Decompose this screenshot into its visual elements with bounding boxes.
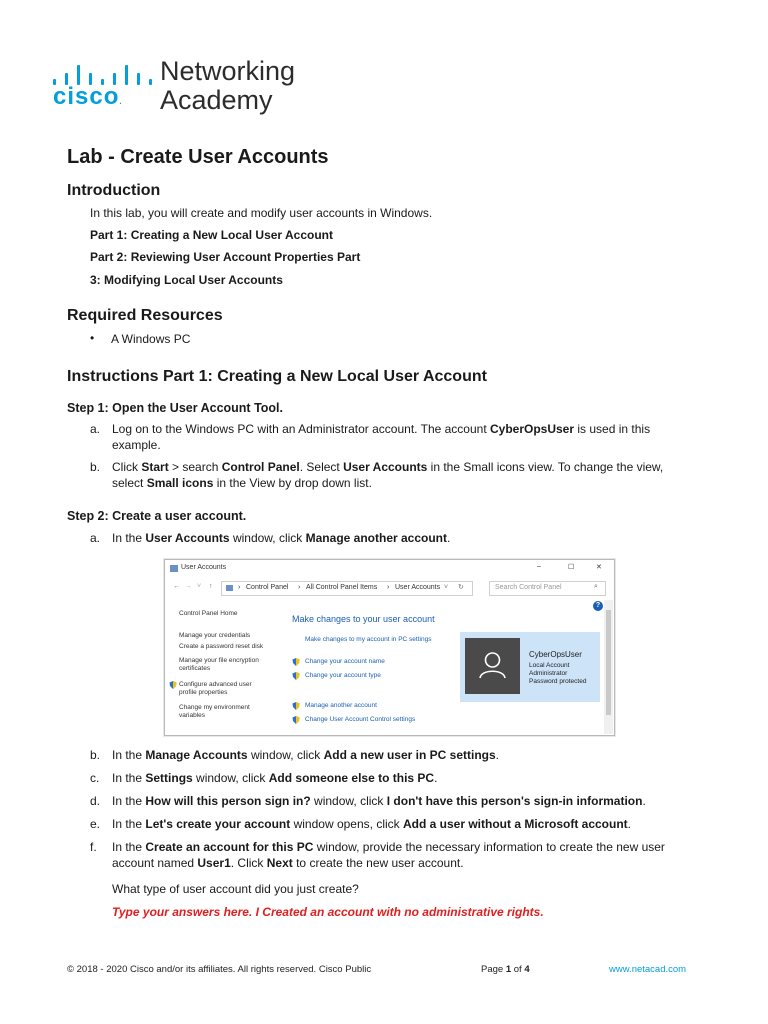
question-text: What type of user account did you just create? [112, 882, 359, 896]
link-uac-settings[interactable]: Change User Account Control settings [305, 716, 416, 723]
uac-shield-icon [169, 681, 177, 689]
uac-shield-icon [292, 672, 300, 680]
account-type-local: Local Account [529, 662, 570, 669]
part3-line: 3: Modifying Local User Accounts [90, 273, 283, 287]
address-bar[interactable] [221, 581, 473, 596]
maximize-button[interactable]: ☐ [568, 564, 575, 571]
account-role: Administrator [529, 670, 568, 677]
cisco-wordmark: cisco. [53, 83, 123, 110]
step2-e-text: In the Let's create your account window opens, click Add a user without a Microsoft account. [112, 817, 632, 831]
user-accounts-icon [170, 565, 178, 572]
side-advanced-profile[interactable]: Configure advanced user profile properties [179, 681, 252, 696]
step1-b-text: Click Start > search Control Panel. Select User Accounts in the Small icons view. To change the view, select Small icons in the View by drop down list. [112, 460, 664, 490]
window-titlebar [165, 560, 614, 578]
step1-a-label: a. [90, 422, 101, 436]
cisco-networking-academy-logo [52, 57, 312, 119]
answer-text: Type your answers here. I Created an account with no administrative rights. [112, 905, 544, 919]
side-environment-variables[interactable]: Change my environment variables [179, 704, 250, 719]
bullet-icon: • [90, 331, 95, 345]
step2-a-label: a. [90, 531, 101, 545]
step2-e-label: e. [90, 817, 101, 831]
side-manage-credentials[interactable]: Manage your credentials [179, 632, 251, 639]
instructions-heading: Instructions Part 1: Creating a New Local User Account [67, 368, 487, 385]
cisco-bars-icon [52, 63, 152, 85]
crumb-control-panel[interactable]: Control Panel [246, 584, 289, 591]
window-scrollbar[interactable] [604, 600, 613, 734]
crumb-sep: › [298, 584, 301, 591]
logo-networking: Networking [160, 56, 296, 86]
help-icon[interactable]: ? [593, 601, 603, 611]
crumb-user-accounts[interactable]: User Accounts [395, 584, 441, 591]
uac-shield-icon [292, 658, 300, 666]
crumb-sep: › [387, 584, 390, 591]
step2-c-text: In the Settings window, click Add someone else to this PC. [112, 771, 438, 785]
footer-copyright: © 2018 - 2020 Cisco and/or its affiliates. All rights reserved. Cisco Public [67, 964, 372, 975]
step1-heading: Step 1: Open the User Account Tool. [67, 401, 283, 415]
crumb-all-items[interactable]: All Control Panel Items [306, 584, 378, 591]
uac-shield-icon [292, 716, 300, 724]
side-control-panel-home[interactable]: Control Panel Home [179, 610, 238, 617]
resources-heading: Required Resources [67, 307, 223, 324]
step1-b-label: b. [90, 460, 101, 474]
intro-heading: Introduction [67, 182, 161, 199]
link-change-type[interactable]: Change your account type [305, 672, 381, 679]
side-file-encryption[interactable]: Manage your file encryption certificates [179, 657, 259, 672]
step2-b-text: In the Manage Accounts window, click Add a new user in PC settings. [112, 748, 500, 762]
user-accounts-window-screenshot [164, 559, 615, 736]
forward-arrow-icon[interactable]: → [185, 583, 192, 590]
address-dropdown-icon[interactable]: ˅ [444, 584, 449, 591]
link-change-name[interactable]: Change your account name [305, 658, 385, 665]
account-name: CyberOpsUser [529, 650, 582, 659]
minimize-button[interactable]: – [537, 563, 541, 570]
user-avatar-icon [465, 638, 520, 694]
step2-f-label: f. [90, 840, 97, 854]
recent-dropdown-icon[interactable]: ˅ [197, 583, 202, 590]
link-pc-settings[interactable]: Make changes to my account in PC settings [305, 636, 432, 643]
crumb-sep: › [238, 584, 241, 591]
close-button[interactable]: ✕ [596, 564, 602, 571]
window-navbar [165, 580, 614, 596]
search-input[interactable] [489, 581, 606, 596]
page-title: Lab - Create User Accounts [67, 146, 329, 168]
step2-d-text: In the How will this person sign in? window, click I don't have this person's sign-in information. [112, 794, 646, 808]
step2-f-text: In the Create an account for this PC window, provide the necessary information to create the new user account named User1. Click Next to create the new user account. [112, 840, 665, 870]
window-title: User Accounts [181, 564, 227, 571]
resource-item: A Windows PC [111, 332, 191, 346]
link-manage-another-account[interactable]: Manage another account [305, 702, 377, 709]
footer-website-link[interactable]: www.netacad.com [609, 964, 687, 975]
intro-text: In this lab, you will create and modify user accounts in Windows. [90, 206, 433, 220]
step2-c-label: c. [90, 771, 100, 785]
part2-line: Part 2: Reviewing User Account Properties Part [90, 250, 361, 264]
step2-a-text: In the User Accounts window, click Manage another account. [112, 531, 451, 545]
main-heading: Make changes to your user account [292, 614, 435, 624]
back-arrow-icon[interactable]: ← [173, 583, 180, 590]
step2-heading: Step 2: Create a user account. [67, 509, 247, 523]
search-placeholder: Search Control Panel [495, 584, 562, 591]
refresh-icon[interactable]: ↻ [458, 584, 464, 591]
step1-a-text: Log on to the Windows PC with an Administrator account. The account CyberOpsUser is used in this example. [112, 422, 651, 452]
uac-shield-icon [292, 702, 300, 710]
logo-academy: Academy [160, 85, 273, 115]
part1-line: Part 1: Creating a New Local User Account [90, 228, 333, 242]
step2-b-label: b. [90, 748, 101, 762]
footer-page-number: Page 1 of 4 [481, 964, 530, 975]
up-arrow-icon[interactable]: ↑ [209, 583, 213, 590]
side-password-reset[interactable]: Create a password reset disk [179, 643, 264, 650]
folder-icon [226, 585, 233, 591]
step2-d-label: d. [90, 794, 101, 808]
search-icon: ⌕ [594, 583, 598, 590]
account-password-status: Password protected [529, 678, 587, 685]
